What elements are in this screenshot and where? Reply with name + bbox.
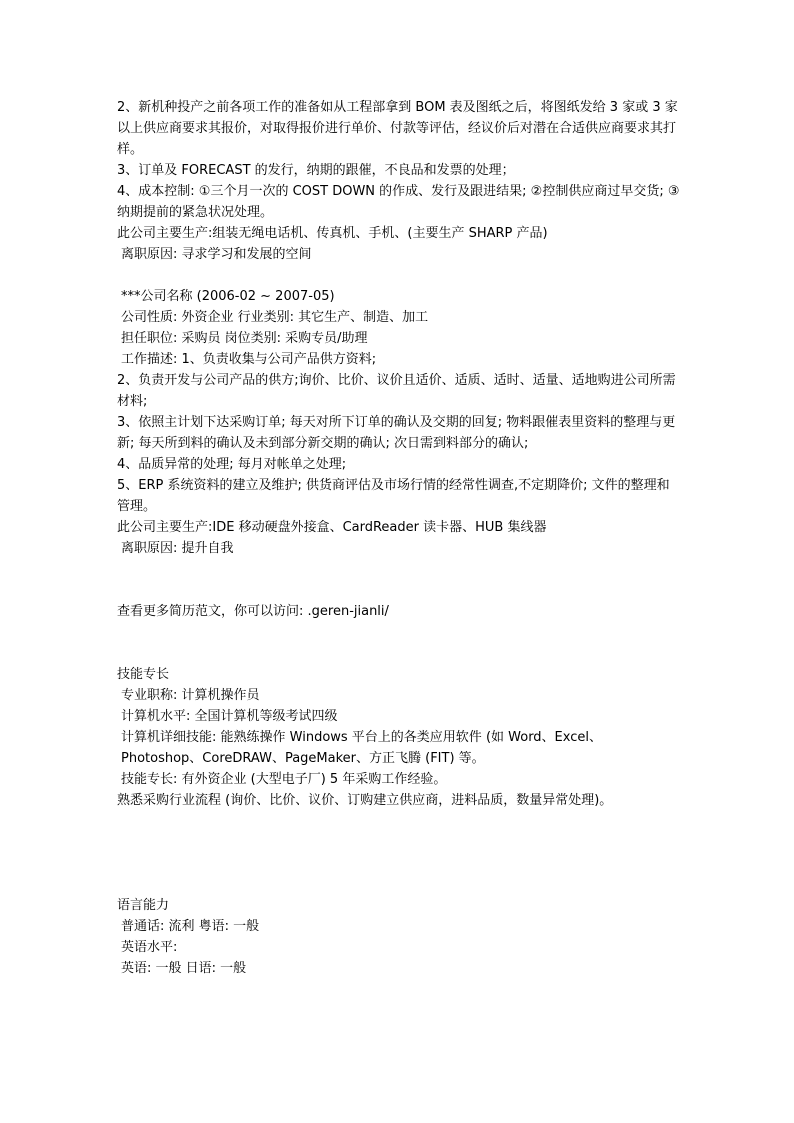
language-english-japanese: 英语: 一般 日语: 一般	[121, 961, 247, 976]
job2-products: 此公司主要生产:IDE 移动硬盘外接盒、CardReader 读卡器、HUB 集线器	[117, 520, 547, 535]
skills-computer-level: 计算机水平: 全国计算机等级考试四级	[121, 709, 338, 724]
job1-duty-3: 3、订单及 FORECAST 的发行，纳期的跟催，不良品和发票的处理；	[117, 163, 515, 178]
job2-desc-1: 工作描述: 1、负责收集与公司产品供方资料;	[121, 352, 377, 367]
skills-familiar: 熟悉采购行业流程 (询价、比价、议价、订购建立供应商，进料品质，数量异常处理)。	[117, 793, 613, 808]
spacer	[117, 559, 682, 601]
more-resume-link-text: 查看更多简历范文，你可以访问: .geren-jianli/	[117, 604, 389, 619]
spacer	[117, 265, 682, 286]
job2-duty-4: 4、品质异常的处理; 每月对帐单之处理;	[117, 457, 347, 472]
job1-products: 此公司主要生产:组装无绳电话机、传真机、手机、(主要生产 SHARP 产品)	[117, 226, 548, 241]
job2-duty-3: 3、依照主计划下达采购订单; 每天对所下订单的确认及交期的回复; 物料跟催表里资料的整理与更新; 每天所到料的确认及未到部分新交期的确认; 次日需到料部分的确认;	[117, 415, 676, 451]
job1-duty-2: 2、新机种投产之前各项工作的准备如从工程部拿到 BOM 表及图纸之后，将图纸发给 3 家或 3 家以上供应商要求其报价，对取得报价进行单价、付款等评估，经议价后对潜在合适供应商要求其打样。	[117, 100, 678, 157]
job2-position: 担任职位: 采购员 岗位类别: 采购专员/助理	[121, 331, 368, 346]
skills-title: 专业职称: 计算机操作员	[121, 688, 260, 703]
language-mandarin: 普通话: 流利 粤语: 一般	[121, 919, 260, 934]
skills-specialty: 技能专长: 有外资企业 (大型电子厂) 5 年采购工作经验。	[121, 772, 447, 787]
job2-duty-5: 5、ERP 系统资料的建立及维护; 供货商评估及市场行情的经常性调查,不定期降价; 文件的整理和管理。	[117, 478, 670, 514]
language-heading: 语言能力	[117, 898, 170, 913]
job1-duty-4: 4、成本控制: ①三个月一次的 COST DOWN 的作成、发行及跟进结果; ②控制供应商过早交货; ③纳期提前的紧急状况处理。	[117, 184, 680, 220]
job2-nature: 公司性质: 外资企业 行业类别: 其它生产、制造、加工	[121, 310, 429, 325]
skills-computer-detail: 计算机详细技能: 能熟练操作 Windows 平台上的各类应用软件 (如 Word、Excel、Photoshop、CoreDRAW、PageMaker、方正飞腾 (FIT) 等。	[121, 730, 602, 766]
job1-leave-reason: 离职原因: 寻求学习和发展的空间	[121, 247, 312, 262]
job2-duty-2: 2、负责开发与公司产品的供方;询价、比价、议价且适价、适质、适时、适量、适地购进公司所需材料;	[117, 373, 676, 409]
job2-company: ***公司名称 (2006-02 ~ 2007-05)	[121, 289, 335, 304]
skills-heading: 技能专长	[117, 667, 170, 682]
spacer	[117, 622, 682, 664]
document-page	[117, 97, 682, 979]
language-english-label: 英语水平:	[121, 940, 178, 955]
job2-leave-reason: 离职原因: 提升自我	[121, 541, 234, 556]
spacer	[117, 811, 682, 895]
